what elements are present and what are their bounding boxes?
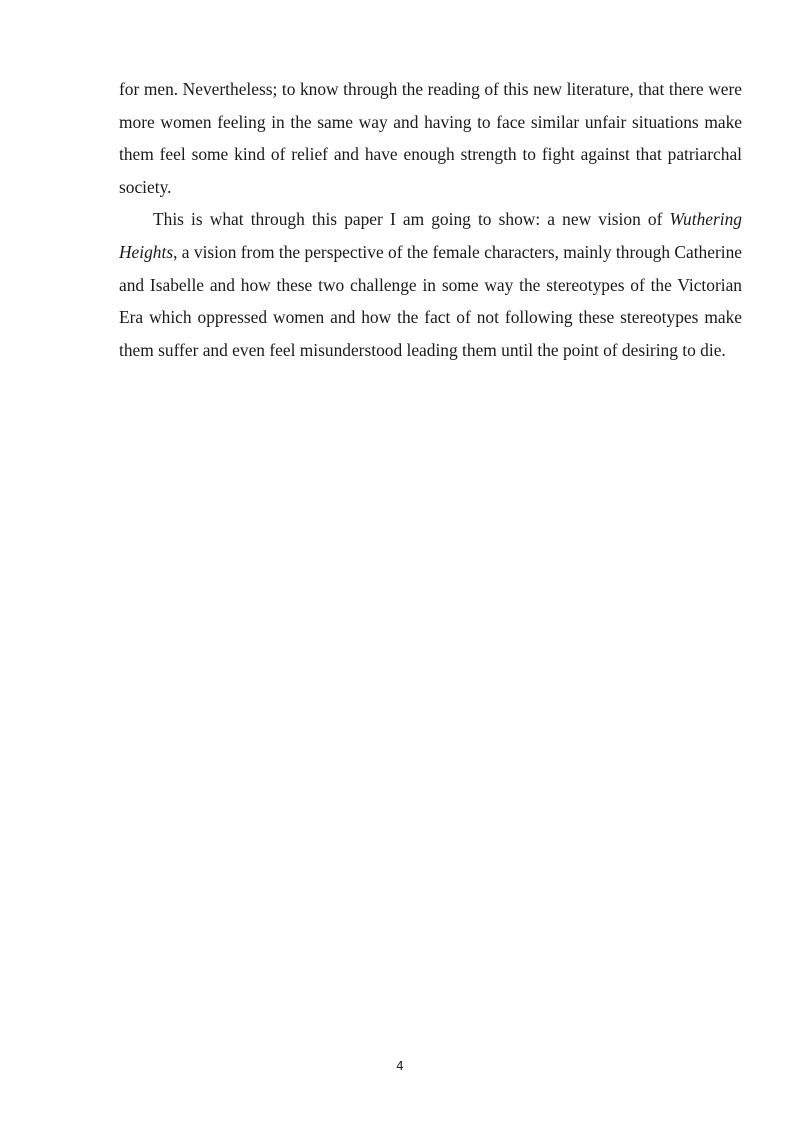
book-title: Wuthering Heights: [119, 209, 742, 262]
page-number: 4: [396, 1059, 404, 1073]
body-text: [119, 73, 742, 366]
paragraph-continuation: for men. Nevertheless; to know through the reading of this new literature, that there were more women feeling in the same way and having to face similar unfair situations make them feel some kind of relief and have enough strength to fight against that patriarchal society.: [119, 79, 742, 197]
paragraph-thesis-rest: , a vision from the perspective of the female characters, mainly through Catherine and Isabelle and how these two challenge in some way the stereotypes of the Victorian Era which oppressed women and how the fact of not following these stereotypes make them suffer and even feel misunderstood leading them until the point of desiring to die.: [119, 241, 742, 360]
paragraph-thesis-lead: This is what through this paper I am going to show: a new vision of: [153, 209, 670, 230]
paragraph-thesis: [119, 203, 742, 366]
